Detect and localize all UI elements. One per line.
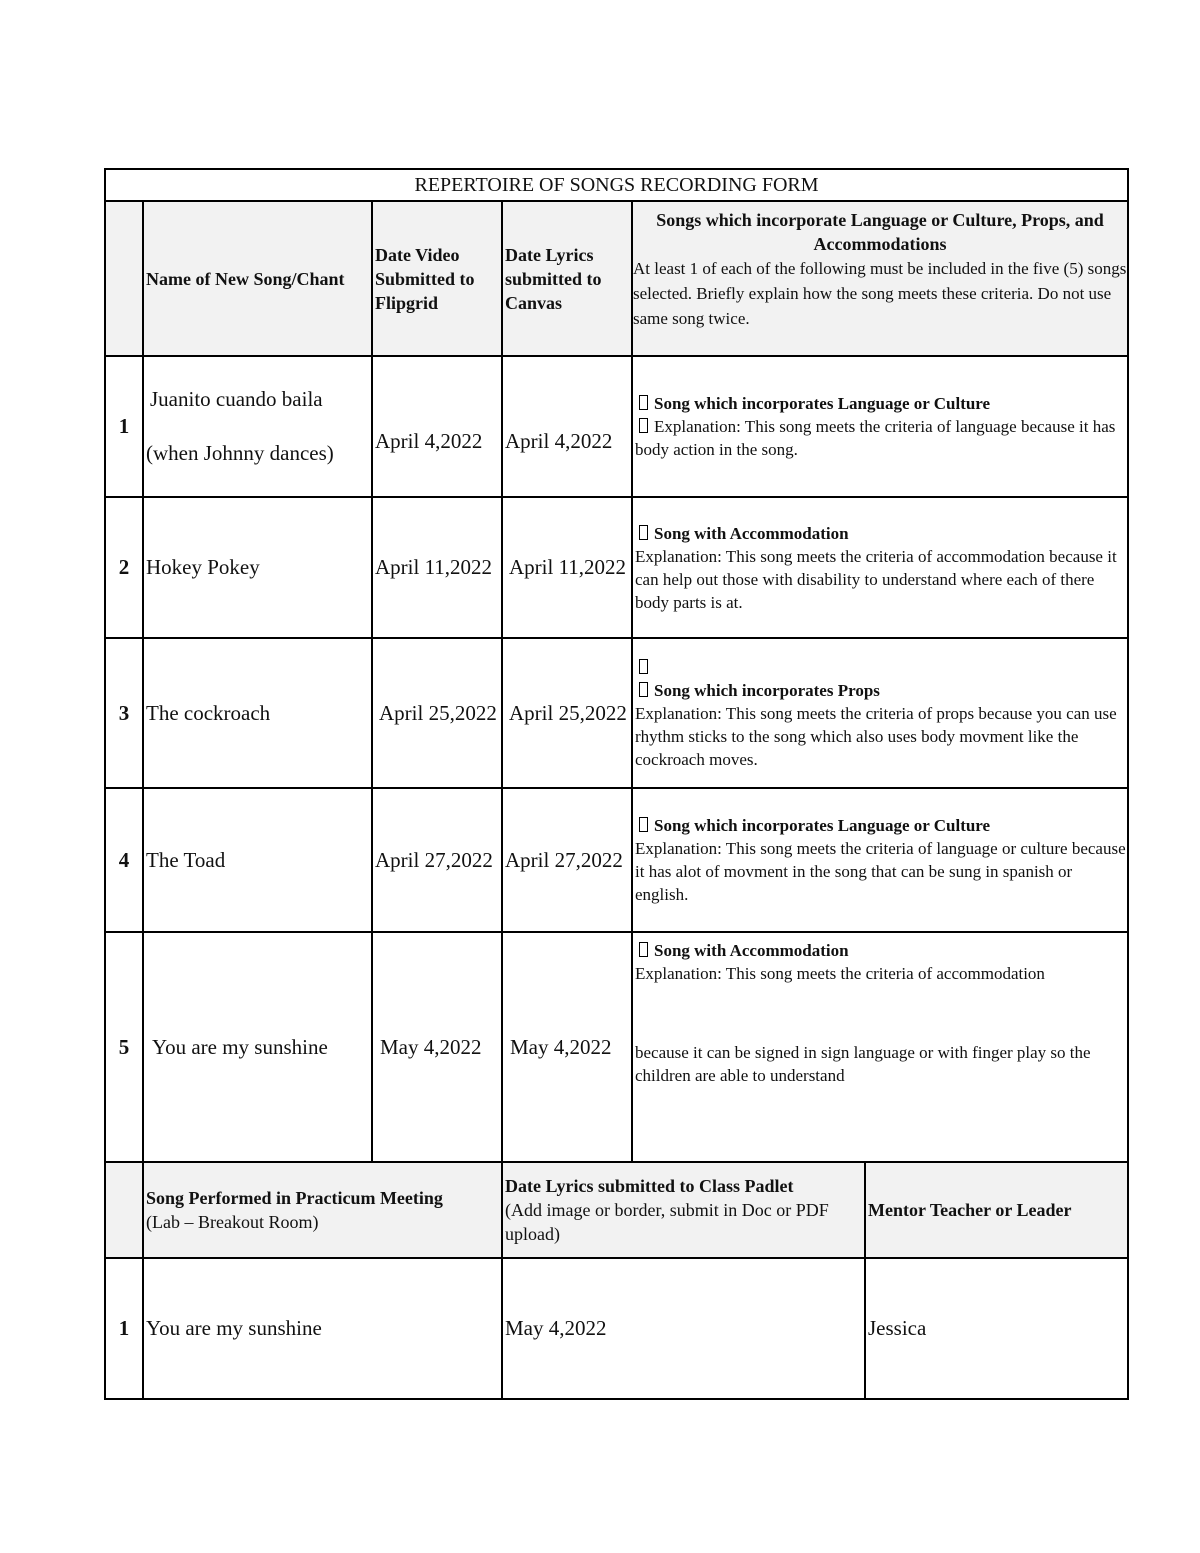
row-number: 3: [105, 638, 143, 788]
criterion-label: Song with Accommodation: [654, 941, 849, 960]
date-lyrics: April 11,2022: [502, 497, 632, 638]
criteria-title: Songs which incorporate Language or Culture, Props, and Accommodations: [656, 210, 1104, 254]
date-video: April 4,2022: [372, 356, 502, 497]
criterion-label: Song which incorporates Language or Culture: [654, 394, 991, 413]
checkbox-icon: [639, 395, 648, 410]
practicum-song-title: Song Performed in Practicum Meeting: [146, 1188, 443, 1208]
row-number: 4: [105, 788, 143, 932]
header-song-name: Name of New Song/Chant: [143, 201, 372, 356]
row-number: 1: [105, 1258, 143, 1399]
header-date-video: Date Video Submitted to Flipgrid: [372, 201, 502, 356]
song-row: [105, 638, 1128, 788]
row-number: 2: [105, 497, 143, 638]
explanation-text: Explanation: This song meets the criteria of accommodation because it can help out those with disability to understand where each of there body parts is at.: [635, 546, 1117, 612]
practicum-mentor-header: Mentor Teacher or Leader: [865, 1162, 1128, 1258]
song-name: The Toad: [143, 788, 372, 932]
checkbox-icon: [639, 659, 648, 674]
practicum-number-cell: [105, 1162, 143, 1258]
practicum-header-row: [105, 1162, 1128, 1258]
song-row: [105, 932, 1128, 1162]
checkbox-icon: [639, 525, 648, 540]
criteria-cell: [632, 356, 1128, 497]
date-video: April 11,2022: [372, 497, 502, 638]
practicum-song: You are my sunshine: [143, 1258, 502, 1399]
checkbox-icon: [639, 682, 648, 697]
song-row: [105, 356, 1128, 497]
criterion-label: Song with Accommodation: [654, 523, 849, 543]
practicum-date: May 4,2022: [502, 1258, 865, 1399]
header-criteria: [632, 201, 1128, 356]
song-name: You are my sunshine: [143, 932, 372, 1162]
date-lyrics: April 4,2022: [502, 356, 632, 497]
song-name: Hokey Pokey: [143, 497, 372, 638]
date-video: May 4,2022: [372, 932, 502, 1162]
song-row: [105, 788, 1128, 932]
practicum-song-header: [143, 1162, 502, 1258]
header-row: [105, 201, 1128, 356]
header-date-lyrics: Date Lyrics submitted to Canvas: [502, 201, 632, 356]
criteria-cell: [632, 932, 1128, 1162]
explanation-text: Explanation: This song meets the criteria of language or culture because it has alot of movment in the song that can be sung in spanish or english.: [635, 839, 1126, 904]
checkbox-icon: [639, 418, 648, 433]
criteria-cell: [632, 638, 1128, 788]
date-video: April 25,2022: [372, 638, 502, 788]
explanation-text: Explanation: This song meets the criteria of props because you can use rhythm sticks to the song which also uses body movment like the cockroach moves.: [635, 703, 1117, 769]
checkbox-icon: [639, 942, 648, 957]
date-lyrics: April 27,2022: [502, 788, 632, 932]
practicum-date-subtitle: (Add image or border, submit in Doc or PDF upload): [505, 1200, 829, 1244]
date-lyrics: April 25,2022: [502, 638, 632, 788]
song-name-cell: [143, 356, 372, 497]
row-number: 5: [105, 932, 143, 1162]
practicum-mentor: Jessica: [865, 1258, 1128, 1399]
practicum-row: [105, 1258, 1128, 1399]
date-video: April 27,2022: [372, 788, 502, 932]
practicum-date-header: [502, 1162, 865, 1258]
practicum-song-subtitle: (Lab – Breakout Room): [146, 1212, 319, 1232]
title-row: [105, 169, 1128, 201]
row-number: 1: [105, 356, 143, 497]
header-number-cell: [105, 201, 143, 356]
repertoire-form-table: [104, 168, 1129, 1400]
explanation-text-continued: because it can be signed in sign language or with finger play so the children are able to understand: [635, 1043, 1091, 1085]
song-row: [105, 497, 1128, 638]
song-name: The cockroach: [143, 638, 372, 788]
explanation-text: Explanation: This song meets the criteria of language because it has body action in the song.: [635, 417, 1116, 459]
explanation-text: Explanation: This song meets the criteria of accommodation: [635, 964, 1045, 983]
criteria-instructions: At least 1 of each of the following must be included in the five (5) songs selected. Briefly explain how the song meets these criteria. Do not use same song twice.: [633, 259, 1127, 328]
song-name-translation: (when Johnny dances): [146, 441, 334, 465]
criteria-cell: [632, 497, 1128, 638]
song-name: Juanito cuando baila: [150, 387, 323, 411]
date-lyrics: May 4,2022: [502, 932, 632, 1162]
practicum-date-title: Date Lyrics submitted to Class Padlet: [505, 1176, 794, 1196]
criterion-label: Song which incorporates Language or Culture: [654, 816, 991, 835]
criteria-cell: [632, 788, 1128, 932]
criterion-label: Song which incorporates Props: [654, 680, 880, 700]
checkbox-icon: [639, 817, 648, 832]
form-title: REPERTOIRE OF SONGS RECORDING FORM: [105, 169, 1128, 201]
